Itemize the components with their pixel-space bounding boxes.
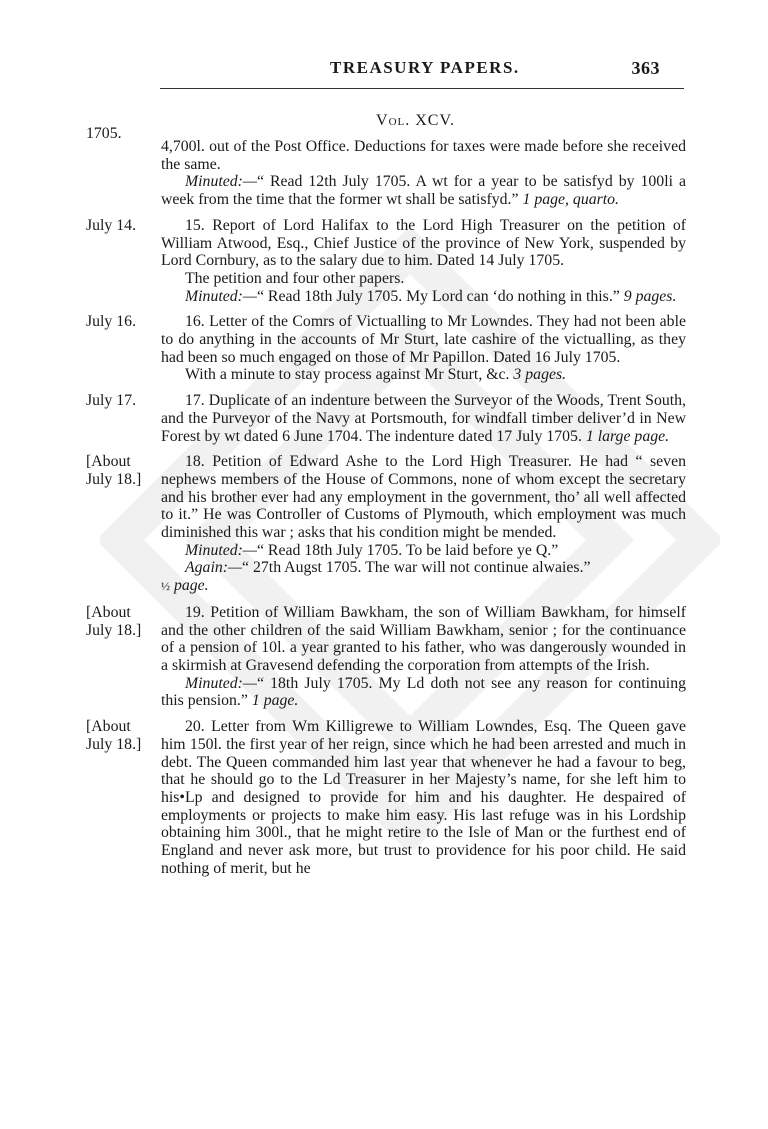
- minute-text: “ 18th July 1705. My Ld doth not see any reason for continuing this pension.”: [161, 674, 686, 710]
- again-label: Again:—: [185, 559, 243, 577]
- entry-text: 4,700l. out of the Post Office. Deductions for taxes were made before she received the same.: [161, 138, 686, 173]
- date-line: July 16.: [86, 313, 137, 331]
- entry-minute: [161, 542, 686, 560]
- page-title: TREASURY PAPERS.: [330, 58, 520, 77]
- minute-label: Minuted:—: [185, 287, 257, 305]
- date-line: [About: [86, 603, 131, 621]
- entry-date: [86, 718, 161, 753]
- entry-16: [86, 313, 686, 384]
- entry-date: [86, 453, 161, 488]
- entry-body: 17. Duplicate of an indenture between the Surveyor of the Woods, Trent South, and the Purveyor of the Navy at Portsmouth, for windfall timber deliver’d in New Forest by wt dated 6 June 1704. The indenture dated 17 July 1705.: [161, 392, 686, 445]
- entry-date: [86, 217, 161, 235]
- entry-date: [86, 313, 161, 331]
- volume-prefix: V: [376, 112, 389, 129]
- minute-text: “ Read 18th July 1705. My Lord can ‘do nothing in this.”: [256, 287, 620, 305]
- minute-text: “ Read 18th July 1705. To be laid before ye Q.”: [256, 541, 559, 559]
- date-line: July 14.: [86, 216, 137, 234]
- entry-17: [86, 392, 686, 445]
- entry-date: [86, 392, 161, 410]
- extent-fraction: ½: [161, 579, 170, 594]
- entry-minute: [161, 675, 686, 710]
- entry-text: 15. Report of Lord Halifax to the Lord High Treasurer on the petition of William Atwood, Esq., Chief Justice of the province of New York, suspended by Lord Cornbury, as to the salary due to him. Dated 14 July 1705.: [161, 216, 686, 270]
- volume-heading: [376, 112, 455, 130]
- entry-text: 18. Petition of Edward Ashe to the Lord High Treasurer. He had “ seven nephews members of the House of Commons, none of whom except the secretary and his brother ever had any employment in the government, tho’ all well affected to it.” He was Controller of Customs of Plymouth, which employment was much diminished this war ; asks that his condition might be mended.: [161, 453, 686, 542]
- header-rule: [160, 88, 684, 89]
- date-line: July 18.]: [86, 470, 142, 488]
- entry-date: [86, 604, 161, 639]
- enclosure-text: With a minute to stay process against Mr Sturt, &c.: [185, 366, 510, 384]
- entry-18: [86, 453, 686, 596]
- entry-date: [86, 125, 161, 143]
- entry-text: 16. Letter of the Comrs of Victualling to Mr Lowndes. They had not been able to do anything in the accounts of Mr Sturt, late cashire of the victualling, as they had been so much engaged on those of Mr Papillon. Dated 16 July 1705.: [161, 313, 686, 366]
- minute-text: “ Read 12th July 1705. A wt for a year to be satisfyd by 100li a week from the time that the former wt shall be satisfyd.”: [161, 173, 686, 209]
- entry-text: 20. Letter from Wm Killigrewe to William Lowndes, Esq. The Queen gave him 150l. the first year of her reign, since which he had been arrested and much in debt. The Queen commanded him last year that whenever he had a favour to beg, that he should go to the Ld Treasurer in her Majesty’s name, for she left him to his•Lp and designed to provide for him and his daughter. He despaired of employments or projects to make him easy. His last refuge was in his Lordship obtaining him 300l., that he might retire to the Isle of Man or the furthest end of England and never ask more, but trust to providence for his poor child. He said nothing of merit, but he: [161, 718, 686, 877]
- entry-extent: 1 page, quarto.: [522, 191, 620, 209]
- entry-text: [161, 392, 686, 445]
- date-line: July 17.: [86, 392, 137, 410]
- entry-extent: 3 pages.: [513, 366, 567, 384]
- minute-label: Minuted:—: [185, 173, 257, 191]
- entry-enclosures: [161, 366, 686, 384]
- entry-20: [86, 718, 686, 877]
- date-line: [About: [86, 718, 131, 736]
- entry-19: [86, 604, 686, 710]
- volume-rest: ol. XCV.: [388, 112, 455, 129]
- minute-label: Minuted:—: [185, 541, 257, 559]
- entry-enclosures: The petition and four other papers.: [185, 269, 405, 287]
- entry-text: 19. Petition of William Bawkham, the son of William Bawkham, for himself and the other children of the said William Bawkham, senior ; for the continuance of a pension of 10l. a year granted to his father, who was dangerously wounded in a skirmish at Gravesend defending the corporation from attempts of the Irish.: [161, 603, 686, 674]
- date-line: July 18.]: [86, 735, 142, 753]
- entry-extent: page.: [173, 577, 209, 595]
- entry-again: [161, 559, 686, 577]
- entry-minute: [161, 173, 686, 208]
- minute-label: Minuted:—: [185, 674, 257, 692]
- date-line: [About: [86, 453, 131, 471]
- entry-extent: 1 large page.: [585, 427, 670, 445]
- page-number: 363: [631, 58, 660, 78]
- entry-15: [86, 217, 686, 306]
- again-text: “ 27th Augst 1705. The war will not continue alwaies.”: [242, 559, 591, 577]
- document-body: [86, 125, 686, 885]
- date-line: July 18.]: [86, 621, 142, 639]
- date-line: 1705.: [86, 125, 122, 142]
- entry-extent-line: [161, 577, 686, 596]
- entry-minute: [161, 288, 686, 306]
- entry-extent: 1 page.: [251, 692, 299, 710]
- entry-extent: 9 pages.: [623, 287, 677, 305]
- entry-continuation: [86, 125, 686, 209]
